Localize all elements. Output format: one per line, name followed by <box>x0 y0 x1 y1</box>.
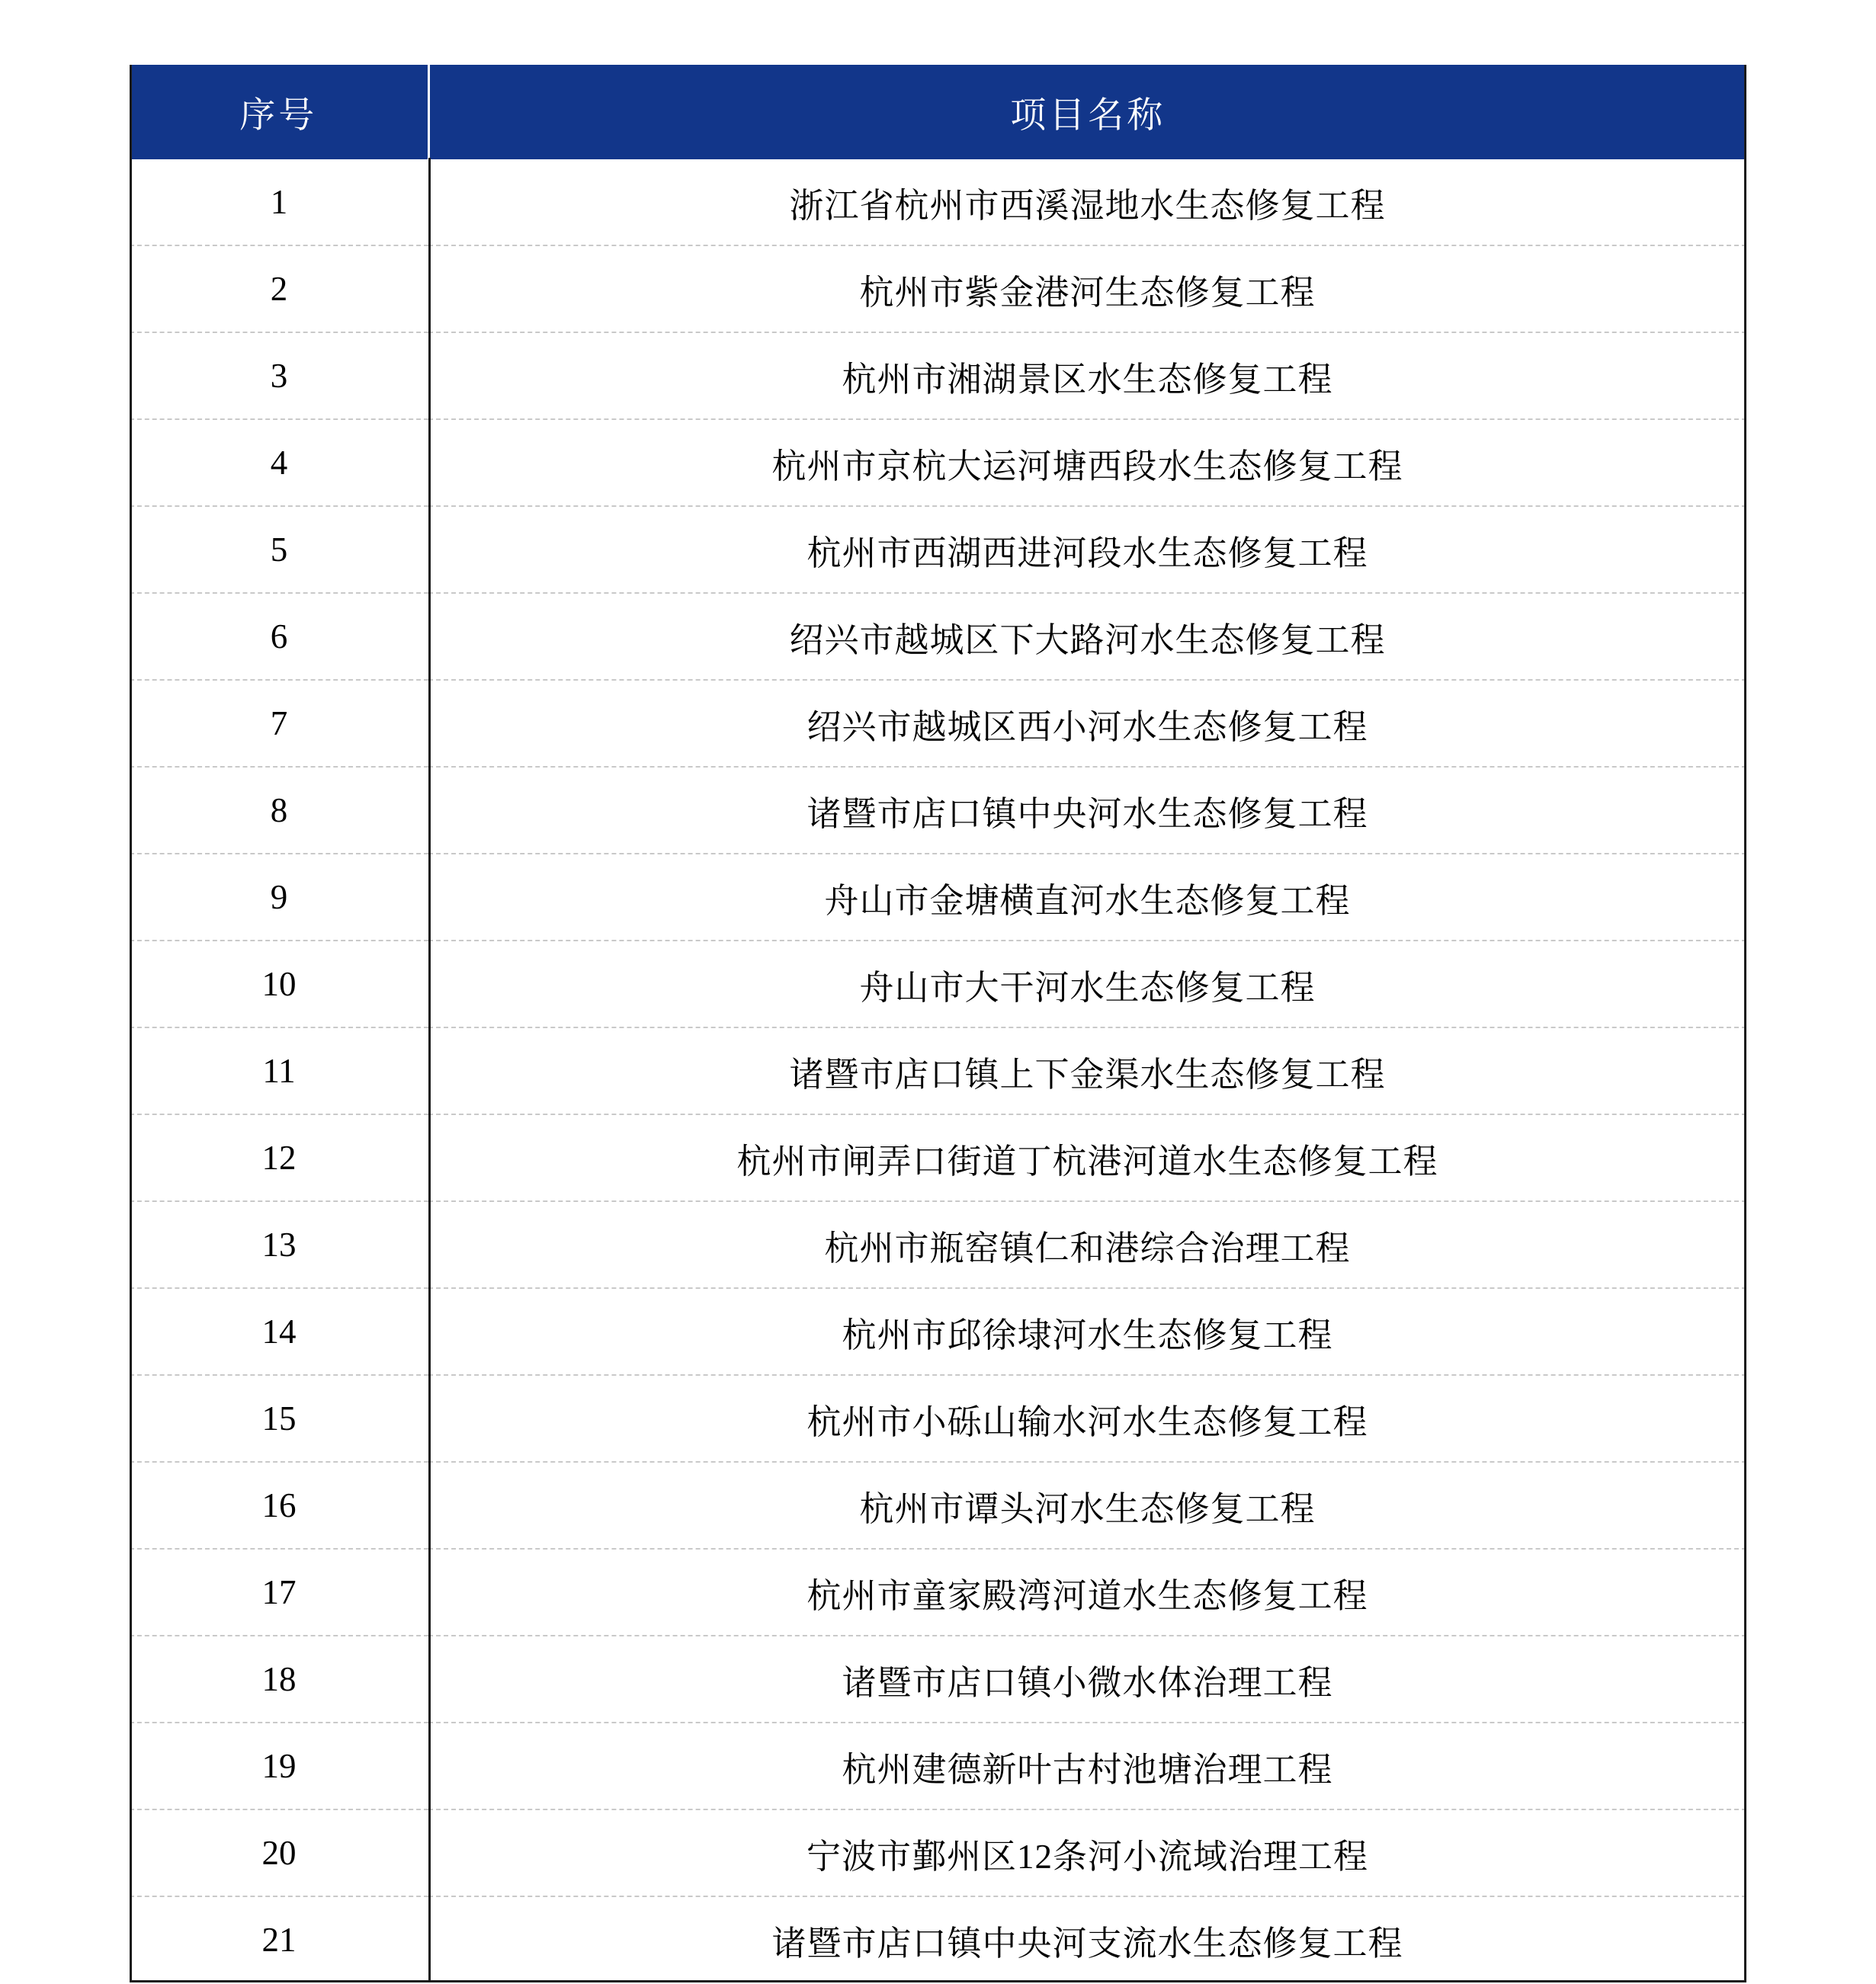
cell-project-name: 杭州市西湖西进河段水生态修复工程 <box>428 506 1746 593</box>
cell-project-name: 诸暨市店口镇中央河水生态修复工程 <box>428 767 1746 854</box>
cell-sequence-number: 2 <box>130 245 428 332</box>
cell-project-name: 浙江省杭州市西溪湿地水生态修复工程 <box>428 159 1746 245</box>
cell-sequence-number: 7 <box>130 680 428 767</box>
cell-sequence-number: 16 <box>130 1462 428 1549</box>
cell-project-name: 诸暨市店口镇中央河支流水生态修复工程 <box>428 1896 1746 1982</box>
cell-project-name: 杭州市瓶窑镇仁和港综合治理工程 <box>428 1201 1746 1288</box>
table-row <box>130 1896 1746 1982</box>
table-body <box>130 159 1746 1982</box>
table-row <box>130 159 1746 245</box>
cell-sequence-number: 14 <box>130 1288 428 1375</box>
cell-sequence-number: 12 <box>130 1114 428 1201</box>
cell-project-name: 杭州市京杭大运河塘西段水生态修复工程 <box>428 419 1746 506</box>
cell-project-name: 杭州市紫金港河生态修复工程 <box>428 245 1746 332</box>
table-header <box>130 65 1746 159</box>
cell-sequence-number: 17 <box>130 1549 428 1636</box>
table-row <box>130 1288 1746 1375</box>
table-row <box>130 680 1746 767</box>
table-row <box>130 593 1746 680</box>
table-row <box>130 1375 1746 1462</box>
cell-sequence-number: 13 <box>130 1201 428 1288</box>
cell-sequence-number: 18 <box>130 1636 428 1723</box>
cell-sequence-number: 5 <box>130 506 428 593</box>
table-header-row <box>130 65 1746 159</box>
cell-project-name: 诸暨市店口镇上下金渠水生态修复工程 <box>428 1027 1746 1114</box>
cell-project-name: 舟山市大干河水生态修复工程 <box>428 941 1746 1027</box>
table-row <box>130 1201 1746 1288</box>
cell-project-name: 诸暨市店口镇小微水体治理工程 <box>428 1636 1746 1723</box>
cell-project-name: 杭州市谭头河水生态修复工程 <box>428 1462 1746 1549</box>
table-row <box>130 941 1746 1027</box>
table-row <box>130 245 1746 332</box>
cell-sequence-number: 21 <box>130 1896 428 1982</box>
project-table <box>130 65 1746 1982</box>
cell-sequence-number: 4 <box>130 419 428 506</box>
cell-sequence-number: 19 <box>130 1723 428 1809</box>
cell-sequence-number: 3 <box>130 332 428 419</box>
cell-project-name: 杭州市童家殿湾河道水生态修复工程 <box>428 1549 1746 1636</box>
column-header-name: 项目名称 <box>428 65 1746 159</box>
cell-sequence-number: 10 <box>130 941 428 1027</box>
table-row <box>130 1114 1746 1201</box>
cell-project-name: 杭州建德新叶古村池塘治理工程 <box>428 1723 1746 1809</box>
cell-sequence-number: 8 <box>130 767 428 854</box>
cell-sequence-number: 11 <box>130 1027 428 1114</box>
project-table-wrapper <box>130 65 1746 1982</box>
table-row <box>130 1027 1746 1114</box>
table-row <box>130 1809 1746 1896</box>
table-row <box>130 1636 1746 1723</box>
table-row <box>130 419 1746 506</box>
table-border-left <box>130 65 132 1982</box>
table-row <box>130 1462 1746 1549</box>
cell-project-name: 宁波市鄞州区12条河小流域治理工程 <box>428 1809 1746 1896</box>
table-row <box>130 1723 1746 1809</box>
cell-sequence-number: 1 <box>130 159 428 245</box>
cell-sequence-number: 15 <box>130 1375 428 1462</box>
cell-project-name: 杭州市湘湖景区水生态修复工程 <box>428 332 1746 419</box>
table-row <box>130 854 1746 941</box>
cell-project-name: 杭州市邱徐埭河水生态修复工程 <box>428 1288 1746 1375</box>
cell-project-name: 绍兴市越城区西小河水生态修复工程 <box>428 680 1746 767</box>
table-border-bottom <box>130 1980 1746 1982</box>
table-row <box>130 506 1746 593</box>
table-column-divider <box>428 158 431 1982</box>
cell-project-name: 杭州市小砾山输水河水生态修复工程 <box>428 1375 1746 1462</box>
cell-sequence-number: 9 <box>130 854 428 941</box>
table-row <box>130 767 1746 854</box>
cell-project-name: 绍兴市越城区下大路河水生态修复工程 <box>428 593 1746 680</box>
table-border-right <box>1744 65 1746 1982</box>
cell-sequence-number: 6 <box>130 593 428 680</box>
table-row <box>130 332 1746 419</box>
table-row <box>130 1549 1746 1636</box>
cell-project-name: 舟山市金塘横直河水生态修复工程 <box>428 854 1746 941</box>
cell-project-name: 杭州市闸弄口街道丁杭港河道水生态修复工程 <box>428 1114 1746 1201</box>
cell-sequence-number: 20 <box>130 1809 428 1896</box>
column-header-seq: 序号 <box>130 65 428 159</box>
